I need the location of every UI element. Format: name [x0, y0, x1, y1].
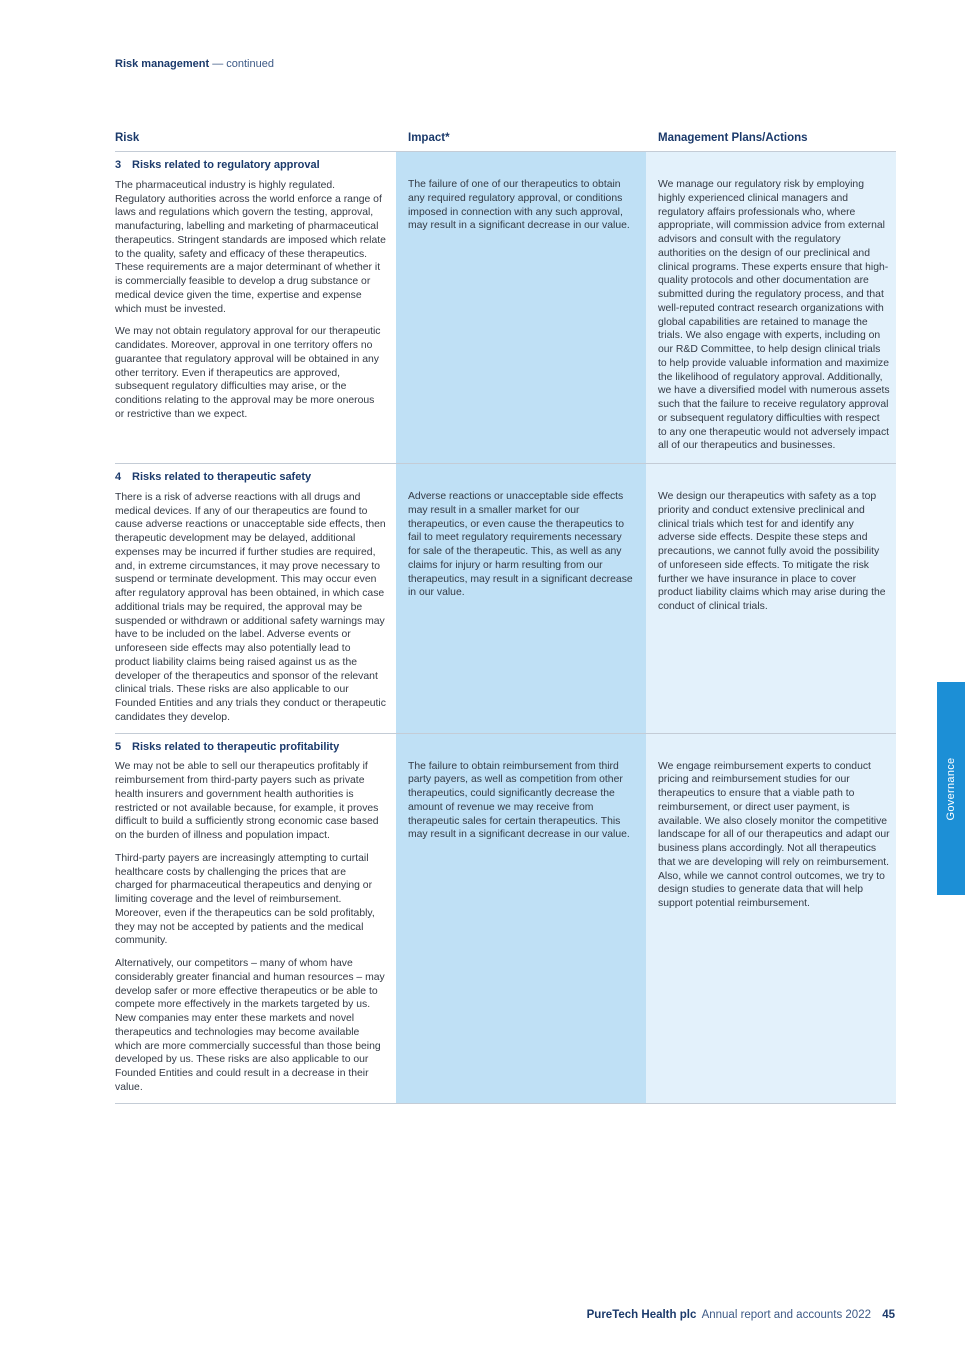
risk-number: 4 — [115, 471, 122, 483]
risk-title — [115, 471, 386, 485]
governance-tab-label: Governance — [945, 757, 957, 820]
governance-section-tab[interactable] — [937, 682, 965, 895]
risk-title — [115, 159, 386, 173]
risk-paragraph: The pharmaceutical industry is highly regulated. Regulatory authorities across the world enforce a range of laws and regulations which govern the testing, approval, manufacturing, labelling and marketing of pharmaceutical therapeutics. Stringent standards are imposed which relate to the quality, safety and efficacy of these therapeutics. These requirements are a major determinant of whether it is commercially feasible to develop a drug substance or medical device given the time, expertise and expense which must be invested. — [115, 179, 386, 315]
table-row — [115, 734, 896, 1104]
table-row — [115, 152, 896, 464]
footer-report-title: Annual report and accounts 2022 — [701, 1309, 871, 1321]
risk-cell — [115, 152, 396, 463]
risk-paragraph: There is a risk of adverse reactions with all drugs and medical devices. If any of our therapeutics are found to cause adverse reactions or unacceptable side effects, then therapeutic development may be delayed, additional expenses may be incurred if further studies are required, and, in extreme circumstances, it may prove necessary to suspend or terminate development. This may occur even after regulatory approval has been obtained, in which case additional trials may be required, the approval may be suspended or withdrawn or additional safety warnings may have to be included on the label. Adverse events or unforeseen side effects may also potentially lead to product liability claims being raised against us as the developer of the therapeutics and sponsor of the relevant clinical trials. These risks are also applicable to our Founded Entities and any trials they conduct or therapeutic candidates they develop. — [115, 491, 386, 723]
impact-cell: The failure of one of our therapeutics to obtain any required regulatory approval, or conditions imposed in connection with any such approval, may result in a significant decrease in our value. — [396, 152, 646, 463]
header-risk: Risk — [115, 132, 140, 144]
table-row — [115, 464, 896, 734]
risk-paragraph: We may not be able to sell our therapeutics profitably if reimbursement from third-party payers such as private health insurers and government health authorities is restricted or not available because, for example, it proves difficult to build a sufficiently strong economic case based on the burden of illness and population impact. — [115, 761, 379, 841]
management-cell: We design our therapeutics with safety as a top priority and conduct extensive preclinical and clinical trials which test for and identify any adverse side effects. Despite these steps and precautions, we cannot fully avoid the possibility of unforeseen side effects. To mitigate the risk further we have insurance in place to cover product liability claims which may arise during the conduct of clinical trials. — [646, 464, 896, 733]
risk-cell — [115, 734, 396, 1103]
risk-number: 3 — [115, 159, 122, 171]
page-number: 45 — [882, 1309, 895, 1321]
page-footer — [587, 1309, 895, 1321]
footer-company: PureTech Health plc — [586, 1309, 697, 1321]
risk-paragraph: We may not obtain regulatory approval for our therapeutic candidates. Moreover, approval in one territory offers no guarantee that regulatory approval will be obtained in any other territory. Even if therapeutics are approved, subsequent regulatory difficulties may arise, or the conditions relating to the approval may be more onerous or restrictive than we expect. — [115, 326, 381, 420]
risk-cell — [115, 464, 396, 733]
header-impact: Impact* — [408, 132, 450, 144]
management-cell: We manage our regulatory risk by employing highly experienced clinical managers and regulatory affairs professionals who, where appropriate, will commission advice from external advisors and consult with the regulatory authorities on the design of our preclinical and clinical programs. These experts ensure that high-quality protocols and other documentation are submitted during the regulatory process, and that well-reputed contract research organizations with global capabilities are retained to manage the trials. We also engage with experts, including on our R&D Committee, to help design clinical trials to help provide valuable information and maximize the likelihood of regulatory approval. Additionally, we have a diversified model with numerous assets such that the failure to receive regulatory approval or subsequent regulatory difficulties with respect to any one therapeutic would not adversely impact all of our therapeutics and businesses. — [646, 152, 896, 463]
running-head-title: Risk management — [115, 58, 210, 70]
table-header-row — [115, 132, 896, 152]
risk-paragraph: Third-party payers are increasingly attempting to curtail healthcare costs by challenging the prices that are charged for pharmaceutical therapeutics and denying or limiting coverage and the level of reimbursement. Moreover, even if the therapeutics can be sold profitably, they may not be accepted by patients and the medical community. — [115, 852, 375, 947]
risk-title — [115, 741, 386, 755]
running-head-continued: — continued — [209, 58, 274, 70]
risk-title-text: Risks related to regulatory approval — [132, 159, 320, 171]
risk-title-text: Risks related to therapeutic safety — [132, 471, 312, 483]
management-cell: We engage reimbursement experts to conduct pricing and reimbursement studies for our therapeutics to ensure that a viable path to reimbursement, or direct user payment, is available. We also closely monitor the competitive landscape for all of our therapeutics and adapt our business plans accordingly. Not all therapeutics that we are developing will rely on reimbursement. Also, while we cannot control outcomes, we try to design studies to generate data that will help support potential reimbursement. — [646, 734, 896, 1103]
header-management: Management Plans/Actions — [658, 132, 808, 144]
running-head — [115, 58, 274, 70]
risk-table — [115, 132, 896, 1104]
impact-cell: The failure to obtain reimbursement from third party payers, as well as competition from other therapeutics, could significantly decrease the amount of revenue we may receive from therapeutic sales for certain therapeutics. This may result in a significant decrease in our value. — [396, 734, 646, 1103]
risk-title-text: Risks related to therapeutic profitability — [132, 740, 340, 753]
risk-number: 5 — [115, 740, 122, 753]
risk-paragraph: Alternatively, our competitors – many of whom have considerably greater financial and human resources – may develop safer or more effective therapeutics or be able to compete more effectively in the markets targeted by us. New companies may enter these markets and novel therapeutics and technologies may become available which are more commercially successful than those being developed by us. These risks are also applicable to our Founded Entities and could result in a decrease in their value. — [115, 958, 385, 1093]
impact-cell: Adverse reactions or unacceptable side effects may result in a smaller market for our therapeutics, or even cause the therapeutics to fail to meet regulatory requirements necessary for sale of the therapeutic. This, as well as any claims for injury or harm resulting from our therapeutics, may result in a significant decrease in our value. — [396, 464, 646, 733]
